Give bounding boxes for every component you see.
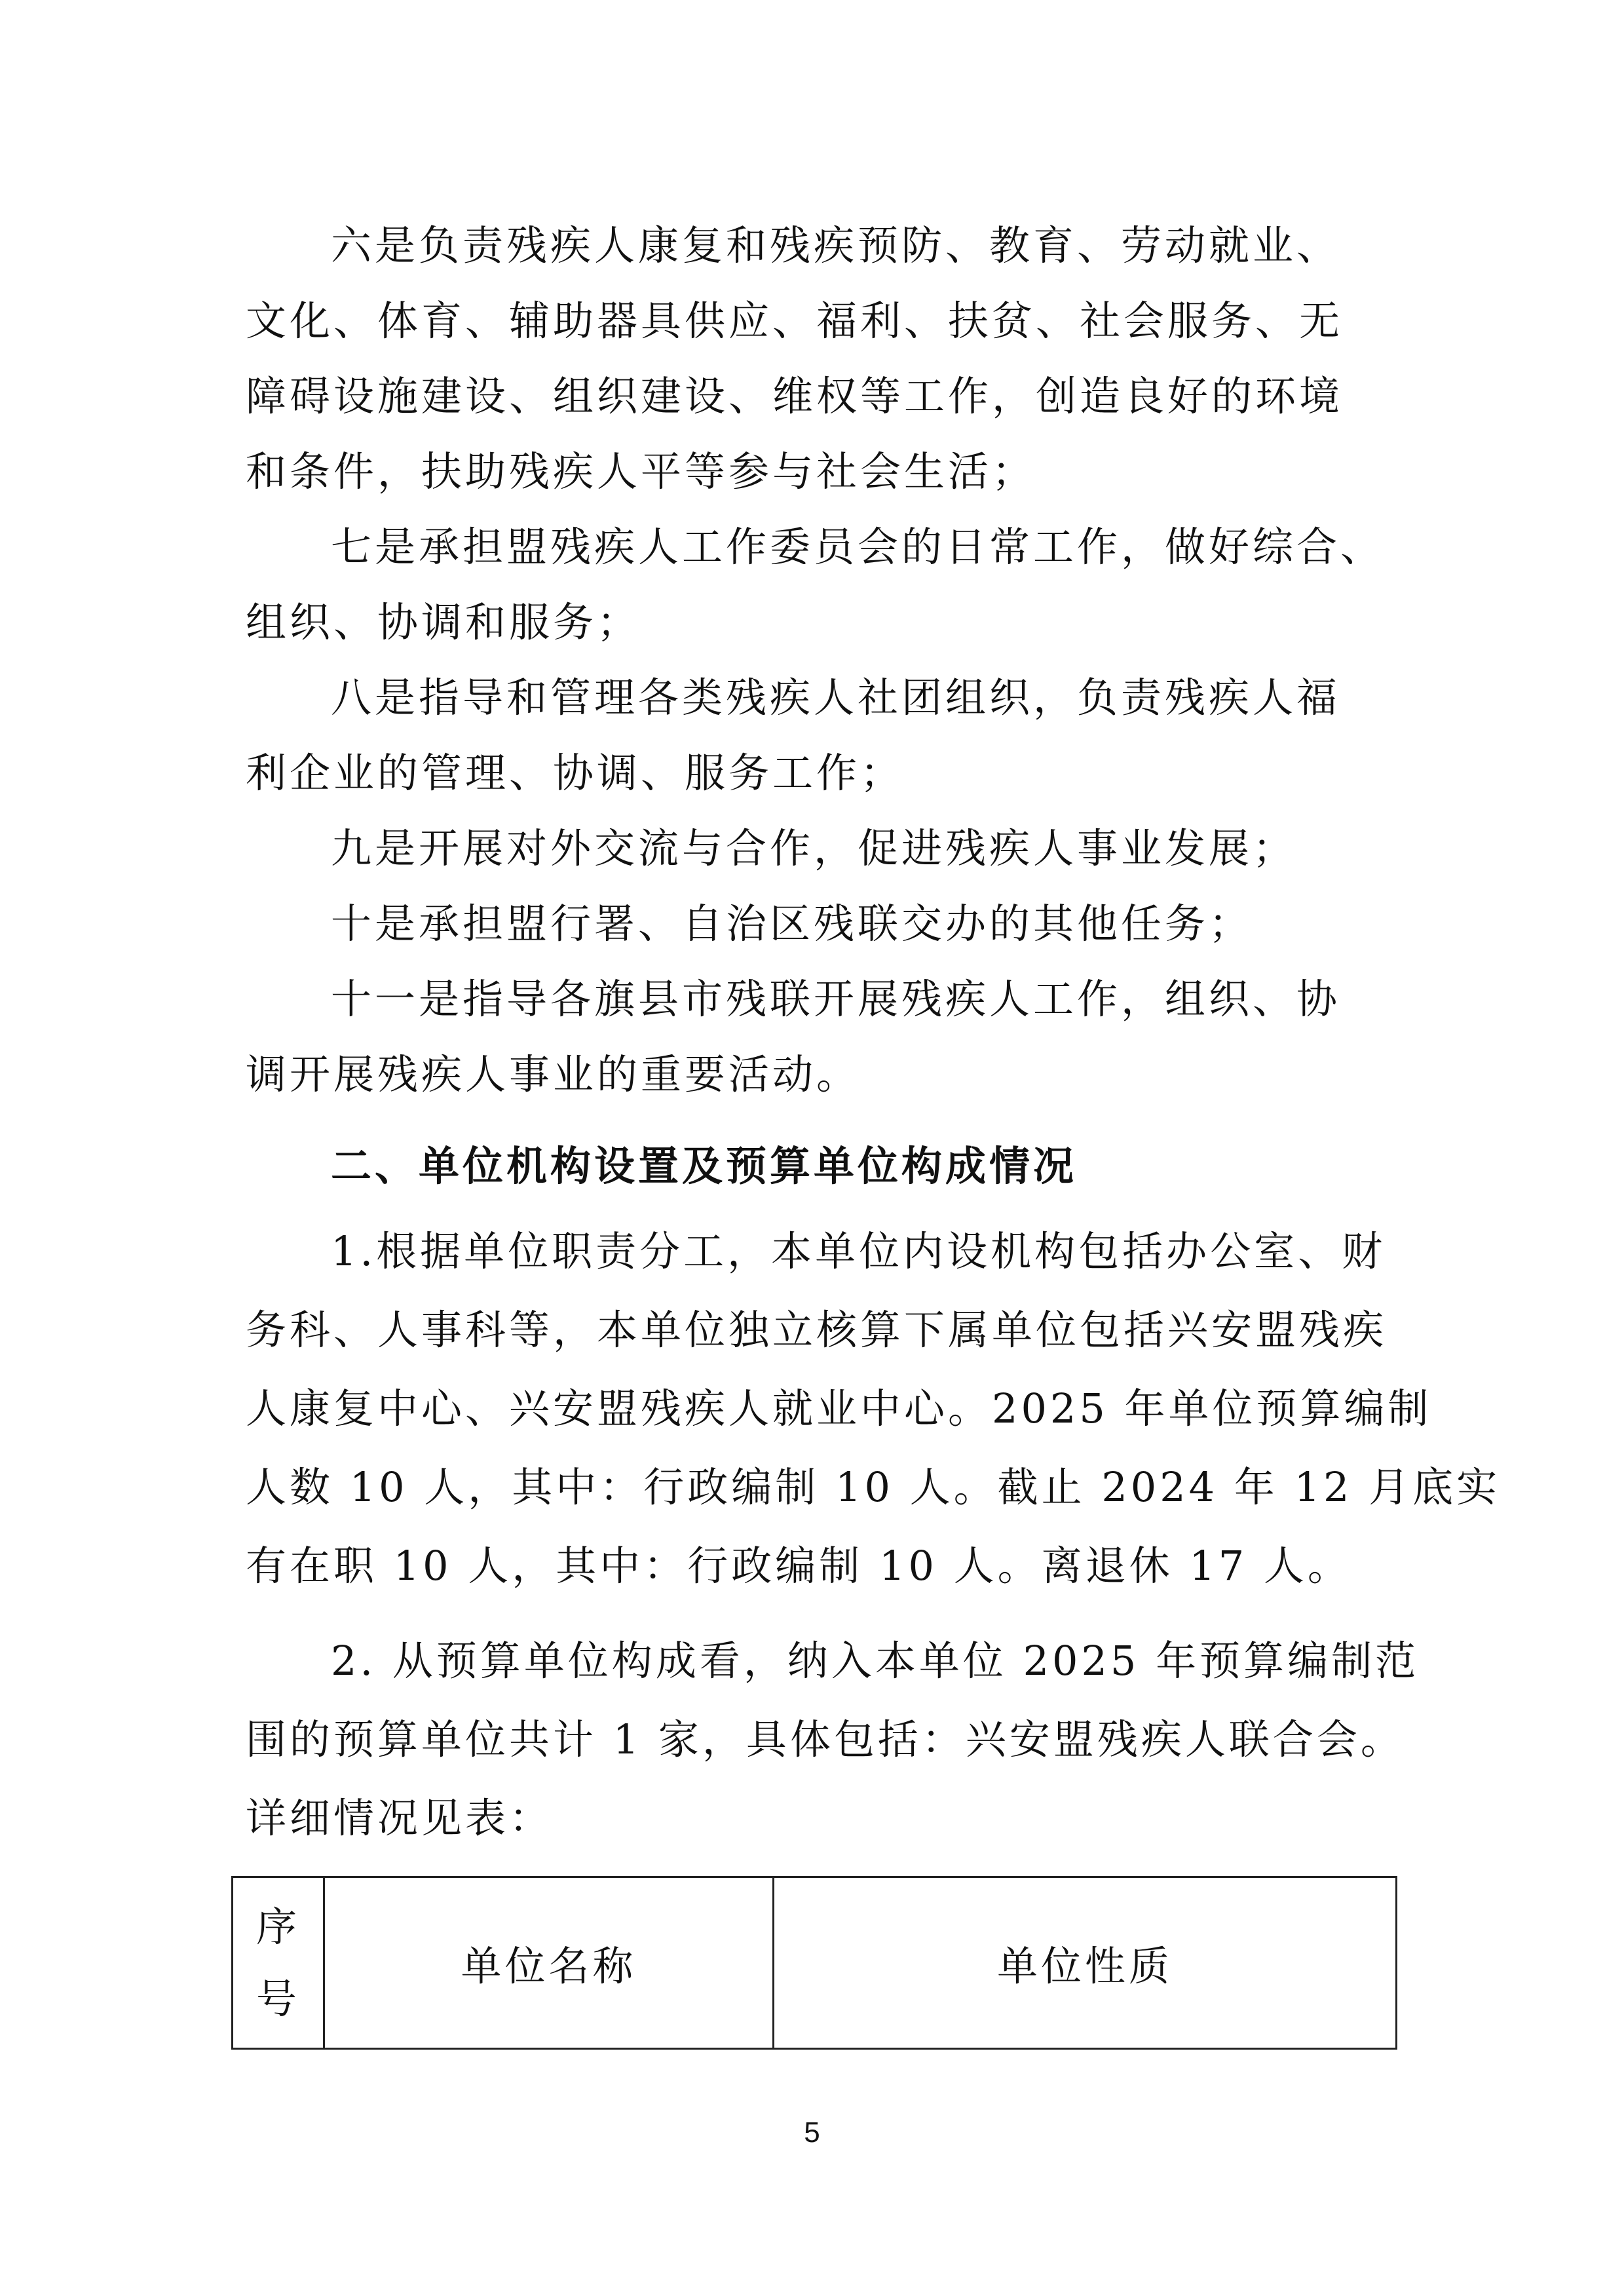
paragraph-line: 十是承担盟行署、自治区残联交办的其他任务； — [331, 900, 1253, 947]
table-header-row — [233, 1877, 1397, 2049]
paragraph-line: 九是开展对外交流与合作，促进残疾人事业发展； — [331, 824, 1297, 872]
paragraph-line: 六是负责残疾人康复和残疾预防、教育、劳动就业、 — [331, 221, 1341, 269]
paragraph-line: 文化、体育、辅助器具供应、福利、扶贫、社会服务、无 — [246, 297, 1344, 345]
paragraph-line: 务科、人事科等，本单位独立核算下属单位包括兴安盟残疾 — [246, 1306, 1388, 1354]
paragraph-line: 有在职 10 人，其中：行政编制 10 人。离退休 17 人。 — [246, 1542, 1351, 1590]
paragraph-line: 障碍设施建设、组织建设、维权等工作，创造良好的环境 — [246, 372, 1344, 420]
paragraph-line: 七是承担盟残疾人工作委员会的日常工作，做好综合、 — [331, 523, 1385, 571]
page-number: 5 — [804, 2116, 820, 2149]
paragraph-line: 围的预算单位共计 1 家，具体包括：兴安盟残疾人联合会。 — [246, 1715, 1405, 1763]
budget-units-table — [231, 1876, 1397, 2050]
header-unit-name: 单位名称 — [324, 1877, 774, 2049]
paragraph-line: 详细情况见表： — [246, 1794, 554, 1842]
paragraph-line: 组织、协调和服务； — [246, 598, 641, 646]
header-seq — [233, 1877, 324, 2049]
paragraph-line: 利企业的管理、协调、服务工作； — [246, 749, 905, 797]
header-unit-type: 单位性质 — [774, 1877, 1397, 2049]
paragraph-line: 八是指导和管理各类残疾人社团组织，负责残疾人福 — [331, 674, 1341, 721]
paragraph-line: 和条件，扶助残疾人平等参与社会生活； — [246, 448, 1036, 495]
paragraph-line: 人康复中心、兴安盟残疾人就业中心。2025 年单位预算编制 — [246, 1385, 1432, 1432]
paragraph-line: 十一是指导各旗县市残联开展残疾人工作，组织、协 — [331, 975, 1341, 1023]
paragraph-line: 人数 10 人，其中：行政编制 10 人。截止 2024 年 12 月底实 — [246, 1463, 1501, 1511]
paragraph-line: 2. 从预算单位构成看，纳入本单位 2025 年预算编制范 — [331, 1637, 1420, 1685]
header-seq-line2: 号 — [255, 1974, 300, 2023]
paragraph-line: 1.根据单位职责分工，本单位内设机构包括办公室、财 — [331, 1227, 1386, 1275]
section-heading: 二、单位机构设置及预算单位构成情况 — [331, 1142, 1078, 1190]
paragraph-line: 调开展残疾人事业的重要活动。 — [246, 1050, 861, 1098]
header-seq-line1: 序 — [255, 1902, 300, 1951]
